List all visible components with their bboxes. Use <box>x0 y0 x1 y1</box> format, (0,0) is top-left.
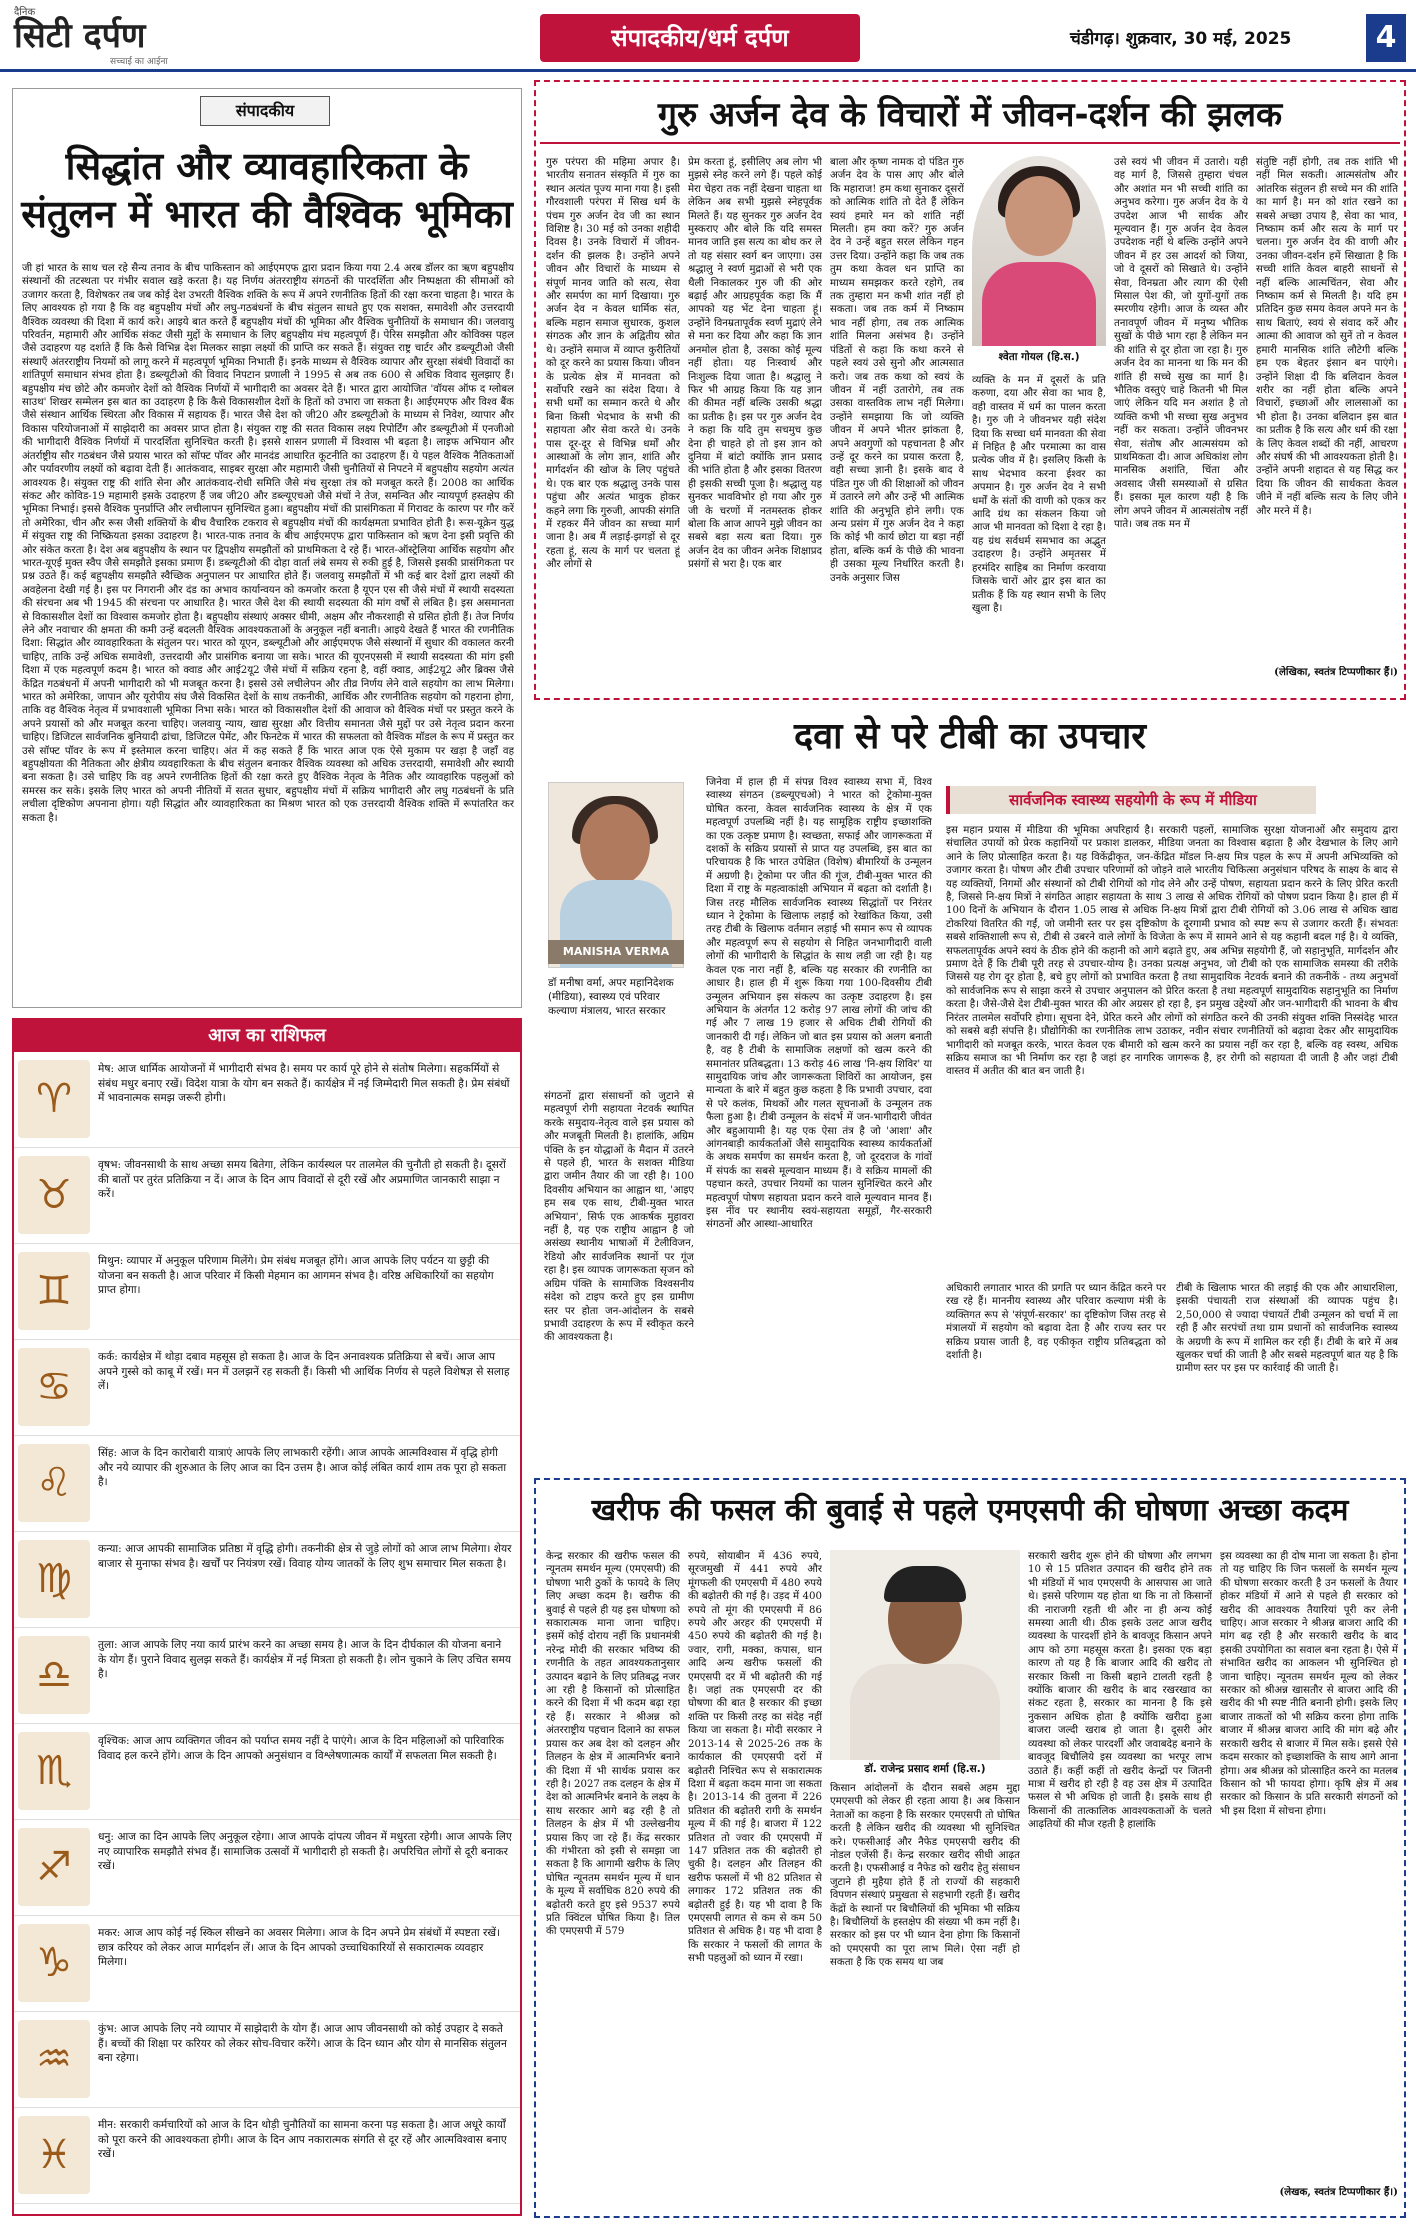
guru-arjan-title: गुरु अर्जन देव के विचारों में जीवन-दर्शन की झलक <box>540 86 1400 144</box>
zodiac-glyph: ♓ <box>36 2132 72 2178</box>
author-photo-face <box>1005 176 1073 256</box>
rashifal-text: वृश्चिक: आज आप व्यक्तिगत जीवन को पर्याप्त समय नहीं दे पाएंगे। आज के दिन महिलाओं को पारिवारिक विवाद हल करने होंगे। आज के दिन आपको अनुसंधान व विश्लेषणात्मक कार्यों में सफलता मिल सकती है। <box>98 1735 504 1762</box>
editorial-label: संपादकीय <box>200 96 330 126</box>
tb-col-1: जिनेवा में हाल ही में संपन्न विश्व स्वास्थ्य सभा में, विश्व स्वास्थ्य संगठन (डब्ल्यूएचओ) ने भारत को ट्रेकोमा-मुक्त घोषित करना, केवल सार्वजनिक स्वास्थ्य के क्षेत्र में एक महत्वपूर्ण उपलब्धि नहीं है। यह सामूहिक राष्ट्रीय इच्छाशक्ति का एक उत्कृष्ट प्रमाण है। स्वच्छता, सफाई और जागरूकता में दशकों के सक्रिय प्रयासों से प्राप्त यह उपलब्धि, इस बात का परिचायक है कि भारत उपेक्षित (विशेष) बीमारियों के उन्मूलन में अग्रणी है। ट्रेकोमा पर जीत की गूंज, टीबी-मुक्त भारत की दिशा में राष्ट्र के महत्वाकांक्षी अभियान में बढ़ता को दर्शाती है। जिस तरह मौलिक सार्वजनिक स्वास्थ्य सिद्धांतों पर निरंतर ध्यान ने ट्रेकोमा के खिलाफ लड़ाई को रेखांकित किया, उसी तरह टीबी के खिलाफ वर्तमान लड़ाई भी समान रूप से व्यापक और महत्वपूर्ण रूप से सहयोग से निहित जनभागीदारी वाली लोगों की भागीदारी के सिद्धांत के साथ लड़ी जा रही है। यह केवल एक नारा नहीं है, बल्कि यह सरकार की रणनीति का आधार है। हाल ही में शुरू किया गया 100-दिवसीय टीबी उन्मूलन अभियान इस संकल्प का उत्कृष्ट उदाहरण है। इस अभियान के अंतर्गत 12 करोड़ 97 लाख लोगों की जांच की गई और 7 लाख 19 हजार से अधिक टीबी रोगियों की जानकारी दी गई। लेकिन जो बात इस प्रयास को अलग बनाती है, वह है टीबी के सामाजिक लक्षणों को खत्म करने की समानांतर प्रतिबद्धता। 13 करोड़ 46 लाख 'नि-क्षय शिविर' या सामुदायिक जांच और जागरूकता शिविरों का आयोजन, इस मान्यता के बारे में बहुत कुछ कहता है कि प्रभावी उपचार, दवा से परे कलंक, मिथकों और गलत सूचनाओं के उन्मूलन तक फैला हुआ है। टीबी उन्मूलन के संदर्भ में जन-भागीदारी जीवंत और बहुआयामी है। यह एक ऐसा तंत्र है जो 'आशा' और आंगनबाड़ी कार्यकर्ताओं जैसे सामुदायिक स्वास्थ्य कार्यकर्ताओं के अथक समर्पण का समर्थन करता है, जो दूरदराज के गांवों में संपर्क का सबसे मूल्यवान माध्यम हैं। वे सक्रिय मामलों की पहचान करते, उपचार नियमों का पालन सुनिश्चित करने और महत्वपूर्ण पोषण सहायता प्रदान करने वाले मूल्यवान मानव हैं। इस नींव पर स्थानीय स्वयं-सहायता समूहों, गैर-सरकारी संगठनों और आस्था-आधारित <box>706 777 932 1231</box>
kharif-col-3: किसान आंदोलनों के दौरान सबसे अहम मुद्दा एमएसपी को लेकर ही रहता आया है। अब किसान नेताओं का कहना है कि सरकार एमएसपी तो घोषित करती है लेकिन खरीद की व्यवस्था भी सुनिश्चित करे। एफसीआई और नैफेड एमएसपी खरीद की नोडल एजेंसी हैं। केन्द्र सरकार खरीद सीधी आढ़त करती है। एफसीआई व नैफेड को खरीद हेतु संसाधन जुटाने ही मुहैया होते हैं तो राज्यों की सहकारी विपणन संस्थाएं प्रमुखता से सहभागी रहती हैं। खरीद केंद्रों के स्थानों पर बिचौलियों की भूमिका भी सक्रिय है। बिचौलियों के हस्तक्षेप की संख्या भी कम नहीं है। सरकार को इस पर भी ध्यान देना होगा कि किसानों को एमएसपी का पूरा लाभ मिले। ऐसा नहीं हो सकता है कि एक समय था जब <box>830 1783 1020 1969</box>
rashifal-text: मकर: आज आप कोई नई स्किल सीखने का अवसर मिलेगा। आज के दिन अपने प्रेम संबंधों में स्पष्टता रखें। छात्र करियर को लेकर आज मार्गदर्शन लें। आज के दिन आपको उच्चाधिकारियों से सकारात्मक व्यवहार मिलेगा। <box>98 1927 501 1968</box>
page-number: 4 <box>1366 14 1406 62</box>
cancer-icon <box>18 1348 90 1426</box>
tb-subheading: सार्वजनिक स्वास्थ्य सहयोगी के रूप में मीडिया <box>946 786 1316 814</box>
zodiac-glyph: ♊ <box>36 1268 72 1314</box>
rashifal-text: वृषभ: जीवनसाथी के साथ अच्छा समय बितेगा, लेकिन कार्यस्थल पर तालमेल की चुनौती हो सकती है। दूसरों की बातों पर तुरंत प्रतिक्रिया न दें। आज के दिन आप विवादों से दूरी रखें और अप्रमाणित जानकारी साझा न करें। <box>98 1159 506 1200</box>
tb-col-3: संगठनों द्वारा संसाधनों को जुटाने से महत्वपूर्ण रोगी सहायता नेटवर्क स्थापित करके समुदाय-नेतृत्व वाले इस प्रयास को और मजबूती मिलती है। हालांकि, अग्रिम पंक्ति के इन योद्धाओं के मैदान में उतरने से पहले ही, भारत के सशक्त मीडिया द्वारा जमीन तैयार की जा रही है। 100 दिवसीय अभियान का आह्वान था, 'आइए हम सब एक साथ, टीबी-मुक्त भारत अभियान', सिर्फ एक आकर्षक मुहावरा नहीं है, यह एक राष्ट्रीय आह्वान है जो असंख्य स्थानीय भाषाओं में टेलीविजन, रेडियो और सार्वजनिक स्थानों पर गूंज रहा है। इस व्यापक जागरूकता सृजन को अग्रिम पंक्ति के सामाजिक विश्वसनीय संदेश को टाइप करते हुए इस ग्रामीण स्तर पर होता जन-आंदोलन के सबसे प्रभावी उदाहरण के रूप में स्वीकृत करने की आवश्यकता है। <box>544 1091 694 1344</box>
rashifal-text: मीन: सरकारी कर्मचारियों को आज के दिन थोड़ी चुनौतियों का सामना करना पड़ सकता है। आज अधूरे कार्यों को पूरा करने की आवश्यकता होगी। आज के दिन आप नकारात्मक संगति से दूर रहें और आत्मविश्वास बनाए रखें। <box>98 2119 507 2160</box>
rashifal-row <box>14 1342 520 1436</box>
newspaper-name: सिटी दर्पण <box>14 16 146 56</box>
tb-col-4: अधिकारी लगातार भारत की प्रगति पर ध्यान केंद्रित करने पर रख रहे हैं। माननीय स्वास्थ्य और परिवार कल्याण मंत्री के व्यक्तिगत रूप से 'संपूर्ण-सरकार' का दृष्टिकोण जिस तरह से मंत्रालयों में सहयोग को बढ़ावा देता है और राज्य स्तर पर सक्रिय प्रयास जाती है, वह एकीकृत राष्ट्रीय प्रतिबद्धता को दर्शाती है। <box>946 1283 1166 1362</box>
rashifal-row <box>14 2014 520 2108</box>
rashifal-row <box>14 1438 520 1532</box>
guru-arjan-col-3: बाला और कृष्ण नामक दो पंडित गुरु अर्जन देव के पास आए और बोले कि महाराज! हम कथा सुनाकर दूसरों को आत्मिक शांति तो देते हैं लेकिन स्वयं हमारे मन को शांति नहीं मिलती। हम क्या करें? गुरु अर्जन देव ने उन्हें बहुत सरल लेकिन गहन उत्तर दिया। उन्होंने कहा कि जब तक तुम कथा केवल धन प्राप्ति का माध्यम समझकर करते रहोगे, तब तक तुम्हारा मन कभी शांत नहीं हो सकता। जब तक कर्म में निष्काम भाव नहीं होगा, तब तक आत्मिक शांति मिलना असंभव है। उन्होंने पंडितों से कहा कि कथा करने से पहले स्वयं उसे सुनो और आत्मसात करो। जब तक कथा को स्वयं के जीवन में नहीं उतारोगे, तब तक उसका वास्तविक लाभ नहीं मिलेगा। उन्होंने समझाया कि जो व्यक्ति जीवन में अपने भीतर झांकता है, अपने अवगुणों को पहचानता है और उन्हें दूर करने का प्रयास करता है, वही सच्चा ज्ञानी है। इसके बाद वे पंडित गुरु जी की शिक्षाओं को जीवन में उतारने लगे और उन्हें भी आत्मिक शांति की अनुभूति होने लगी। एक अन्य प्रसंग में गुरु अर्जन देव ने कहा कि कोई भी कार्य छोटा या बड़ा नहीं होता, बल्कि कर्म के पीछे की भावना ही उसका मूल्य निर्धारित करती है। उनके अनुसार जिस <box>830 157 964 584</box>
kharif-author-caption: डॉ. राजेन्द्र प्रसाद शर्मा (हि.स.) <box>864 1763 986 1775</box>
masthead <box>0 0 1416 72</box>
kharif-col-5-wrap <box>1220 1550 1398 2210</box>
newspaper-logo <box>14 4 214 67</box>
zodiac-glyph: ♋ <box>36 1364 72 1410</box>
leo-icon <box>18 1444 90 1522</box>
rashifal-text: कन्या: आज आपकी सामाजिक प्रतिष्ठा में वृद्धि होगी। तकनीकी क्षेत्र से जुड़े लोगों को आज लाभ मिलेगा। शेयर बाजार से मुनाफा संभव है। खर्चों पर नियंत्रण रखें। विवाह योग्य जातकों के लिए शुभ समाचार मिल सकता है। <box>98 1543 512 1570</box>
rashifal-row <box>14 1054 520 1148</box>
section-banner: संपादकीय/धर्म दर्पण <box>540 14 860 62</box>
rashifal-row <box>14 1630 520 1724</box>
logo-small-text: दैनिक <box>14 7 36 18</box>
zodiac-glyph: ♉ <box>36 1172 72 1218</box>
kharif-col-1: केन्द्र सरकार की खरीफ फसल की न्यूनतम समर्थन मूल्य (एमएसपी) की घोषणा भारी ठुकों के फायदे के लिए लिए अच्छा कदम है। खरीफ की बुवाई से पहले ही यह इस घोषणा को सकारात्मक माना जाना चाहिए। इसमें कोई दोराय नहीं कि प्रधानमंत्री नरेन्द्र मोदी की सरकार भविष्य की रणनीति के तहत आवश्यकतानुसार उत्पादन बढ़ाने के लिए प्रतिबद्ध नजर आ रही है किसानों को प्रोत्साहित करने की दिशा में भी कदम बढ़ा रहा रहे हैं। सरकार ने श्रीअन्न को अंतरराष्ट्रीय पहचान दिलाने का सफल प्रयास कर अब देश को दलहन और तिलहन के क्षेत्र में आत्मनिर्भर बनाने की दिशा में भी सार्थक प्रयास कर रही है। 2027 तक दलहन के क्षेत्र में देश को आत्मनिर्भर बनाने के लक्ष्य के साथ सरकार आगे बढ़ रही है तो तिलहन के क्षेत्र में भी उल्लेखनीय प्रयास किए जा रहे हैं। केंद्र सरकार की गंभीरता को इसी से समझा जा सकता है कि आगामी खरीफ के लिए घोषित न्यूनतम समर्थन मूल्य में धान के मूल्य में सर्वाधिक 820 रुपये की बढ़ोतरी करते हुए इसे 9537 रुपये प्रति क्विंटल घोषित किया है। तिल की एमएसपी में 579 <box>546 1551 680 1938</box>
kharif-author-photo-body <box>850 1664 1000 1760</box>
libra-icon <box>18 1636 90 1714</box>
guru-arjan-col-1: गुरु परंपरा की महिमा अपार है। भारतीय सनातन संस्कृति में गुरु का स्थान अत्यंत पूज्य माना गया है। इसी गौरवशाली परंपरा में सिख धर्म के पंचम गुरु अर्जन देव जी का स्थान विशिष्ट है। 30 मई को उनका शहीदी दिवस है। उनके विचारों में जीवन-दर्शन की झलक है। उन्होंने अपने जीवन और विचारों के माध्यम से संपूर्ण मानव जाति को सत्य, सेवा और समर्पण का मार्ग दिखाया। गुरु अर्जन देव न केवल धार्मिक संत, बल्कि महान समाज सुधारक, कुशल संगठक और ज्ञान के अद्वितीय स्रोत थे। उन्होंने समाज में व्याप्त कुरीतियों को दूर करने का प्रयास किया। जीवन के प्रत्येक क्षेत्र में मानवता को सर्वोपरि रखने का संदेश दिया। वे सभी धर्मों का सम्मान करते थे और बिना किसी भेदभाव के सभी की सहायता और सेवा करते थे। उनके पास दूर-दूर से विभिन्न धर्मों और आस्थाओं के लोग ज्ञान, शांति और मार्गदर्शन की खोज के लिए पहुंचते थे। एक बार एक श्रद्धालु उनके पास पहुंचा और अत्यंत भावुक होकर कहने लगा कि गुरुजी, आपकी संगति में रहकर मैंने जीवन का सच्चा मार्ग जाना है। अब मैं लड़ाई-झगड़ों से दूर रहता हूं, सत्य के मार्ग पर चलता हूं और लोगों से <box>546 157 680 571</box>
guru-arjan-col-4: व्यक्ति के मन में दूसरों के प्रति करुणा, दया और सेवा का भाव है, वही वास्तव में धर्म का पालन करता है। गुरु जी ने जीवनभर यही संदेश दिया कि सच्चा धर्म मानवता की सेवा में निहित है और परमात्मा का वास प्रत्येक जीव में है। इसलिए किसी के साथ भेदभाव करना ईश्वर का अपमान है। गुरु अर्जन देव ने सभी धर्मों के संतों की वाणी को एकत्र कर आदि ग्रंथ का संकलन किया जो आज भी मानवता को दिशा दे रहा है। यह ग्रंथ सर्वधर्म समभाव का अद्भुत उदाहरण है। उन्होंने अमृतसर में हरमंदिर साहिब का निर्माण करवाया जिसके चारों ओर द्वार इस बात का प्रतीक हैं कि यह स्थान सभी के लिए खुला है। <box>972 375 1106 614</box>
rashifal-text: कर्क: कार्यक्षेत्र में थोड़ा दबाव महसूस हो सकता है। आज के दिन अनावश्यक प्रतिक्रिया से बचें। आज आप अपने गुस्से को काबू में रखें। मन में उलझनें रह सकती हैं। किसी भी आर्थिक निर्णय से पहले विशेषज्ञ से सलाह लें। <box>98 1351 510 1392</box>
guru-arjan-col-2: प्रेम करता हूं, इसीलिए अब लोग भी मुझसे स्नेह करने लगे हैं। पहले कोई मेरा चेहरा तक नहीं देखना चाहता था लेकिन अब सभी मुझसे स्नेहपूर्वक मिलते हैं। यह सुनकर गुरु अर्जन देव मुस्कराए और बोले कि यदि समस्त मानव जाति इस सत्य का बोध कर ले तो यह संसार स्वर्ग बन जाएगा। उस श्रद्धालु ने स्वर्ण मुद्राओं से भरी एक थैली निकालकर गुरु जी की ओर बढ़ाई और आग्रहपूर्वक कहा कि मैं आपको यह भेंट देना चाहता हूं। उन्होंने विनम्रतापूर्वक स्वर्ण मुद्राएं लेने से मना कर दिया और कहा कि ज्ञान अनमोल होता है, उसका कोई मूल्य नहीं होता। यह निःस्वार्थ और निःशुल्क दिया जाता है। श्रद्धालु ने फिर भी आग्रह किया कि यह ज्ञान की कीमत नहीं बल्कि उसकी श्रद्धा का प्रतीक है। इस पर गुरु अर्जन देव ने कहा कि यदि तुम सचमुच कुछ देना ही चाहते हो तो इस ज्ञान को दुनिया में बांटो क्योंकि ज्ञान प्रसाद की भांति होता है और इसका वितरण ही इसकी सच्ची पूजा है। श्रद्धालु यह सुनकर भावविभोर हो गया और गुरु जी के चरणों में नतमस्तक होकर बोला कि आज आपने मुझे जीवन का सबसे बड़ा सत्य बता दिया। गुरु अर्जन देव का जीवन अनेक शिक्षाप्रद प्रसंगों से भरा है। एक बार <box>688 157 822 571</box>
newspaper-tagline: सच्चाई का आईना <box>110 57 168 67</box>
pisces-icon <box>18 2116 90 2194</box>
guru-arjan-col-5: उसे स्वयं भी जीवन में उतारो। यही वह मार्ग है, जिससे तुम्हारा चंचल और अशांत मन भी सच्ची शांति का अनुभव करेगा। गुरु अर्जन देव के ये उपदेश आज भी सार्थक और मूल्यवान हैं। गुरु अर्जन देव केवल उपदेशक नहीं थे बल्कि उन्होंने अपने जीवन में हर उस आदर्श को जिया, जो वे दूसरों को सिखाते थे। उन्होंने सेवा, विनम्रता और त्याग की ऐसी मिसाल पेश की, जो युगों-युगों तक स्मरणीय रहेगी। आज के व्यस्त और तनावपूर्ण जीवन में मनुष्य भौतिक सुखों के पीछे भाग रहा है लेकिन मन की शांति से दूर होता जा रहा है। गुरु अर्जन देव का मानना था कि मन की शांति ही सच्चे सुख का मार्ग है। भौतिक वस्तुएं चाहे कितनी भी मिल जाएं लेकिन यदि मन अशांत है तो व्यक्ति कभी भी सच्चा सुख अनुभव नहीं कर सकता। उन्होंने जीवनभर सेवा, संतोष और आत्मसंयम को प्राथमिकता दी। आज अधिकांश लोग मानसिक अशांति, चिंता और अवसाद जैसी समस्याओं से ग्रसित हैं। इसका मूल कारण यही है कि लोग अपने जीवन में आत्मसंतोष नहीं पाते। जब तक मन में <box>1114 157 1248 530</box>
sagittarius-icon <box>18 1828 90 1906</box>
tb-col-2: इस महान प्रयास में मीडिया की भूमिका अपरिहार्य है। सरकारी पहलों, सामाजिक सुरक्षा योजनाओं और समुदाय द्वारा संचालित उपायों को प्रेरक कहानियों पर प्रकाश डालकर, मीडिया जनता का विश्वास बढ़ाता है और देखभाल के लिए आगे आने के लिए प्रोत्साहित करता है। यह विकेंद्रीकृत, जन-केंद्रित मॉडल नि-क्षय मित्र पहल के रूप में अपनी अभिव्यक्ति को उजागर करता है। पोषण और टीबी उपचार परिणामों को जोड़ने वाले भारतीय चिकित्सा अनुसंधान परिषद के साक्ष्य के बाद से यह व्यक्तियों, निगमों और संस्थानों को टीबी रोगियों को गोद लेने और उन्हें पोषण, सहायता प्रदान करने के लिए प्रेरित करती है, जिससे नि-क्षय मित्रों ने संगठित आहार सहायता के साथ 3 लाख से अधिक रोगियों को पोषण प्रदान किया है। हाल ही में 100 दिनों के अभियान के दौरान 1.05 लाख से अधिक नि-क्षय मित्रों द्वारा टीबी रोगियों को 3.06 लाख से अधिक खाद्य टोकरियां वितरित की गईं, जो जमीनी स्तर पर इस दृष्टिकोण के दूरगामी प्रभाव को स्पष्ट रूप से उजागर करती हैं। संभवतः सबसे शक्तिशाली रूप से, टीबी से उबरने वाले लोगों के विजेता के रूप में सामने आने से यह कहानी बदल गई है। ये व्यक्ति, सफलतापूर्वक अपने स्वयं के ठीक होने की कहानी को आगे बढ़ाते हुए, अब अभिन्न सहयोगी हैं, जो सहानुभूति, मार्गदर्शन और प्रमाण देते हैं कि टीबी पूरी तरह से उपचार-योग्य है। उनका प्रत्यक्ष अनुभव, जो टीबी को एक सामाजिक समस्या की तरीके जिससे यह रोग दूर होता है, बचे हुए लोगों को प्रभावित करता है तथा सामुदायिक नेटवर्क बनाने की तकनीकें - तथ्य अनुभवों को सार्वजनिक रूप से साझा करने से उपचार अनुपालन को प्रेरित करता है तथा महत्वपूर्ण सामुदायिक सहानुभूति का निर्माण करता है। जैसे-जैसे देश टीबी-मुक्त भारत की ओर अग्रसर हो रहा है, इन प्रमुख उद्देश्यों और जन-भागीदारी की भावना के बीच निरंतर तालमेल सर्वोपरि होगा। सूचना देने, प्रेरित करने और लोगों को संगठित करने की उनकी संयुक्त शक्ति निस्संदेह भारत को सबसे बड़ी संपत्ति है। प्रौद्योगिकी का रणनीतिक लाभ उठाकर, नवीन संचार रणनीतियों को बढ़ावा देकर और सामुदायिक भागीदारी को मजबूत करके, भारत केवल एक बीमारी को खत्म करने का प्रयास नहीं कर रहा है, बल्कि वह स्वस्थ, अधिक सक्रिय समाज का भी निर्माण कर रहा है जहां हर नागरिक जागरूक है, हर रोगी को सहायता दी जाती है और जहां टीबी वास्तव में अतीत की बात बन जाती है। <box>946 825 1398 1078</box>
rashifal-text: कुंभ: आज आपके लिए नये व्यापार में साझेदारी के योग हैं। आज आप जीवनसाथी को कोई उपहार दे सकते हैं। बच्चों की शिक्षा पर करियर को लेकर सोच-विचार करेंगे। आज के दिन ध्यान और योग से मानसिक संतुलन बना रहेगा। <box>98 2023 507 2064</box>
kharif-byline: (लेखक, स्वतंत्र टिप्पणीकार हैं।) <box>1279 2186 1398 2198</box>
rashifal-row <box>14 1918 520 2012</box>
kharif-title: खरीफ की फसल की बुवाई से पहले एमएसपी की घोषणा अच्छा कदम <box>591 1493 1349 1528</box>
zodiac-glyph: ♐ <box>36 1844 72 1890</box>
capricorn-icon <box>18 1924 90 2002</box>
guru-arjan-byline: (लेखिका, स्वतंत्र टिप्पणीकार हैं।) <box>1274 666 1398 678</box>
rashifal-text: तुला: आज आपके लिए नया कार्य प्रारंभ करने का अच्छा समय है। आज के दिन दीर्घकाल की योजना बनाने के योग हैं। पुराने विवाद सुलझ सकते हैं। कार्यक्षेत्र में नई मित्रता हो सकती है। लोन चुकाने के लिए उचित समय है। <box>98 1639 512 1680</box>
rashifal-row <box>14 1726 520 1820</box>
scorpio-icon <box>18 1732 90 1810</box>
rashifal-text: मेष: आज धार्मिक आयोजनों में भागीदारी संभव है। समय पर कार्य पूरे होने से संतोष मिलेगा। सहकर्मियों से संबंध मधुर बनाए रखें। विदेश यात्रा के योग बन सकते हैं। कार्यक्षेत्र में नई जिम्मेदारी मिल सकती है। प्रेम संबंधों में भावनात्मक समझ जरूरी होगी। <box>98 1063 510 1104</box>
rashifal-row <box>14 2110 520 2204</box>
rashifal-row <box>14 1534 520 1628</box>
editorial-title: सिद्धांत और व्यावहारिकता के संतुलन में भारत की वैश्विक भूमिका <box>21 144 513 236</box>
tb-col-5: टीबी के खिलाफ भारत की लड़ाई की एक और आधारशिला, इसकी पंचायती राज संस्थाओं की व्यापक पहुंच है। 2,50,000 से ज्यादा पंचायतें टीबी उन्मूलन को चर्चा में ला रही हैं और सरपंचों तथा ग्राम प्रधानों को सार्वजनिक स्वास्थ्य के अग्रणी के रूप में शामिल कर रही हैं। टीबी के बारे में अब खुलकर चर्चा की जाती है और सबसे महत्वपूर्ण बात यह है कि ग्रामीण स्तर पर इस पर कार्रवाई की जाती है। <box>1176 1283 1398 1375</box>
tb-article-title: दवा से परे टीबी का उपचार <box>793 716 1147 757</box>
guru-arjan-col-6-wrap <box>1256 156 1398 692</box>
zodiac-glyph: ♍ <box>36 1556 72 1602</box>
rashifal-text: धनु: आज का दिन आपके लिए अनुकूल रहेगा। आज आपके दांपत्य जीवन में मधुरता रहेगी। आज आपके लिए नए व्यापारिक समझौते संभव हैं। सामाजिक उत्सवों में भागीदारी हो सकती है। अपरिचित लोगों से दूरी बनाकर रखें। <box>98 1831 512 1872</box>
rashifal-heading: आज का राशिफल <box>14 1020 520 1052</box>
kharif-col-4: सरकारी खरीद शुरू होने की घोषणा और लगभग 10 से 15 प्रतिशत उत्पादन की खरीद होने तक भी मंडियों में भाव एमएसपी के आसपास आ जाते थे। इससे परिणाम यह होता था कि ना तो किसानों की नाराजगी रहती थी और ना ही अन्य कोई समस्या आती थी। ठीक इसके उलट आज खरीद व्यवस्था के पारदर्शी होने के बावजूद किसान अपने आप को ठगा महसूस करता है। इसका एक बड़ा कारण तो यह है कि बाजार आदि की खरीद तो सरकार किसी ना किसी बहाने टालती रहती है क्योंकि बाजार की खरीद के बाद रखरखाव का संकट रहता है, सरकार का मानना है कि इसे नुकसान अधिक होता है क्योंकि खरीदा हुआ बाजरा जल्दी खराब हो जाता है। दूसरी ओर व्यवस्था को लेकर पारदर्शी और जवाबदेह बनाने के बावजूद बिचौलिये इस व्यवस्था का भरपूर लाभ उठाते हैं। कहीं कहीं तो खरीद केन्द्रों पर जितनी मात्रा में खरीद हो रही है वह उस क्षेत्र में उत्पादित फसल से भी अधिक हो जाती है। इसके साथ ही किसानों की तात्कालिक आवश्यकताओं के चलते आढ़तियों की मौज रहती है हालांकि <box>1028 1551 1212 1831</box>
zodiac-glyph: ♑ <box>36 1940 72 1986</box>
author-photo-body <box>982 262 1096 346</box>
zodiac-glyph: ♏ <box>36 1748 72 1794</box>
rashifal-row <box>14 1246 520 1340</box>
aries-icon <box>18 1060 90 1138</box>
zodiac-glyph: ♈ <box>36 1076 72 1122</box>
editorial-body: जी हां भारत के साथ चल रहे सैन्य तनाव के बीच पाकिस्तान को आईएमएफ द्वारा प्रदान किया गया 2.4 अरब डॉलर का ऋण बहुपक्षीय संस्थानों की तटस्थता पर गंभीर सवाल खड़े करता है। यह निर्णय अंतरराष्ट्रीय संगठनों की पारदर्शिता और निष्पक्षता की सीमाओं को उजागर करता है, विशेषकर तब जब कोई देश उभरती वैश्विक शक्ति के रूप में अपने रणनीतिक हितों की रक्षा करना चाहता है। भारत के लिए आवश्यक हो गया है कि वह बहुपक्षीय मंचों और लघु-गठबंधनों के बीच संतुलन साधते हुए एक सशक्त, समावेशी और उत्तरदायी वैश्विक व्यवस्था की दिशा में कार्य करे। आइये बात करते हैं बहुपक्षीय मंचों की भूमिका और वैश्विक चुनौतियों के समाधान की। जलवायु परिवर्तन, महामारी और आर्थिक संकट जैसी मुद्दों के समाधान के लिए बहुपक्षीय मंच महत्वपूर्ण हैं। पेरिस समझौता और कोविक्स पहल जैसे उदाहरण यह दर्शाते हैं कि कैसे विभिन्न देश मिलकर साझा लक्ष्यों की प्राप्ति कर सकते हैं। संयुक्त राष्ट्र चार्टर और डब्ल्यूटीओ जैसी संस्थाएँ अंतरराष्ट्रीय नियमों को लागू करने में महत्वपूर्ण भूमिका निभाती हैं। इनके माध्यम से वैश्विक व्यापार और सुरक्षा संबंधी विवादों का शांतिपूर्ण समाधान संभव होता है। डब्ल्यूटीओ की विवाद निपटान प्रणाली ने 1995 से अब तक 600 से अधिक विवाद सुलझाए हैं। बहुपक्षीय मंच छोटे और कमजोर देशों को वैश्विक निर्णयों में भागीदारी का अवसर देते हैं। भारत द्वारा आयोजित 'वॉयस ऑफ द ग्लोबल साउथ' शिखर सम्मेलन इस बात का उदाहरण है कि कैसे विकासशील देशों के हितों को उभारा जा सकता है। आईएमएफ और विश्व बैंक जैसे संस्थान आर्थिक स्थिरता और विकास में सहायक हैं। भारत जैसे देश को जी20 और डब्ल्यूटीओ के माध्यम से निवेश, व्यापार और विकास परियोजनाओं में साझेदारी का अवसर प्राप्त होता है। संयुक्त राष्ट्र की सतत विकास लक्ष्य रिपोर्टिंग और डब्ल्यूटीओ में एनजीओ की भागीदारी वैश्विक निर्णयों में पारदर्शिता सुनिश्चित करती है। इससे शासन प्रणाली में विश्वास भी बढ़ता है। लाइफ अभियान और अंतर्राष्ट्रीय सौर गठबंधन जैसे प्रयास भारत को सॉफ्ट पॉवर और मानदंड आधारित कूटनीति का उदाहरण हैं। ये पहल वैश्विक नैतिकताओं और पर्यावरणीय लक्ष्यों को बढ़ावा देती हैं। आतंकवाद, साइबर सुरक्षा और महामारी जैसी चुनौतियों से निपटने में बहुपक्षीय सहयोग अत्यंत आवश्यक है। संयुक्त राष्ट्र की शांति सेना और आतंकवाद-रोधी समिति जैसे मंच सुरक्षा तंत्र को मजबूत करते हैं। 2008 का आर्थिक संकट और कोविड-19 महामारी इसके उदाहरण हैं जब जी20 और डब्ल्यूएचओ जैसे मंचों ने तेज, समन्वित और न्यायपूर्ण हस्तक्षेप की भूमिका निभाई। इससे वैश्विक पुनर्प्राप्ति और लचीलापन सुनिश्चित हुआ। बहुपक्षीय मंचों की प्रासंगिकता में गिरावट के कारण पर गौर करें तो अमेरिका, चीन और रूस जैसी शक्तियों के बीच वैचारिक टकराव से बहुपक्षीय मंचों की कार्यक्षमता प्रभावित होती है। रूस-यूक्रेन युद्ध में संयुक्त राष्ट्र की निष्क्रियता इसका उदाहरण है। भारत-पाक तनाव के बीच आईएमएफ द्वारा पाकिस्तान को ऋण देना इसी प्रवृत्ति की ओर संकेत करता है। देश अब बहुपक्षीय के स्थान पर द्विपक्षीय समझौतों को प्राथमिकता दे रहे हैं। भारत-ऑस्ट्रेलिया आर्थिक सहयोग और भारत-यूएई मुक्त स्वैप जैसे समझौते इसका प्रमाण हैं। डब्ल्यूटीओ की दोहा वार्ता लंबे समय से रुकी हुई है, जिससे इसकी प्रासंगिकता पर प्रश्न उठते हैं। कई बहुपक्षीय समझौते स्वैच्छिक अनुपालन पर आधारित होते हैं। जलवायु समझौतों में भी कई बार देशों द्वारा लक्ष्यों की अवहेलना देखी गई है। इस पर निगरानी और दंड का अभाव कार्यान्वयन को कमजोर करता है यूएन एस सी जैसे मंचों में स्थायी सदस्यता की संरचना अब भी 1945 की संरचना पर आधारित है। भारत जैसे देश की स्थायी सदस्यता की मांग वर्षों से लंबित है। इस असमानता से विकासशील देशों का विश्वास कमजोर होता है। बहुपक्षीय संस्थाएं अक्सर धीमी, अक्षम और नौकरशाही से ग्रसित होती हैं। तेज निर्णय लेने और नवाचार की क्षमता की कमी उन्हें बदलती वैश्विक आवश्यकताओं के अनुकूल नहीं बनाती। आइये देखते हैं भारत की रणनीतिक दिशा: सिद्धांत और व्यावहारिकता के संतुलन पर। भारत को यूएन, डब्ल्यूटीओ और आईएमएफ जैसे संस्थानों में सुधार की वकालत करनी चाहिए, ताकि उन्हें अधिक समावेशी, उत्तरदायी और प्रासंगिक बनाया जा सके। भारत की यूएनएससी में स्थायी सदस्यता की मांग इसी दिशा में एक महत्वपूर्ण कदम है। भारत को क्वाड और आई2यू2 जैसे मंचों में सक्रिय रहना है, वहीं क्वाड, आई2यू2 और ब्रिक्स जैसे केंद्रित गठबंधनों में अपनी भागीदारी को भी मजबूत करना है। इससे उसे लचीलेपन और तीव्र निर्णय लेने वाले सहयोग का लाभ मिलेगा। भारत को अमेरिका, जापान और यूरोपीय संघ जैसे विकसित देशों के साथ तकनीकी, आर्थिक और रणनीतिक सहयोग को गहराना होगा, ताकि वह वैश्विक नेतृत्व में प्रभावशाली भूमिका निभा सके। भारत को विकासशील देशों की आवाज को वैश्विक मंचों पर प्रस्तुत करने के अपने प्रयासों को और मजबूत करना चाहिए। जलवायु न्याय, खाद्य सुरक्षा और वित्तीय समानता जैसे मुद्दों पर उसे नेतृत्व प्रदान करना चाहिए। डिजिटल सार्वजनिक बुनियादी ढांचा, डिजिटल पेमेंट, और फिनटेक में भारत की सफलता को वैश्विक मॉडल के रूप में प्रस्तुत कर उसे सॉफ्ट पॉवर के रूप में इस्तेमाल करना चाहिए। अंत में कह सकते हैं कि भारत आज एक ऐसे मुकाम पर खड़ा है जहाँ वह बहुपक्षीयता की नैतिकता और क्षेत्रीय व्यवहारिकता के बीच संतुलन बनाकर वैश्विक व्यवस्था को अधिक उत्तरदायी, समावेशी और स्थायी बना सकता है। उसे चाहिए कि वह अपने रणनीतिक हितों की रक्षा करते हुए वैश्विक नेतृत्व के नैतिक और व्यावहारिक पहलुओं को समरस कर सके। इसके लिए भारत को अपनी नीतियों में सतत सुधार, बहुपक्षीय मंचों में सक्रिय भागीदारी और लघु गठबंधनों के प्रति लचीला दृष्टिकोण अपनाना होगा। यही सिद्धांत और व्यावहारिकता का मिश्रण भारत को एक उत्तरदायी वैश्विक शक्ति में रूपांतरित कर सकता है। <box>22 263 514 824</box>
kharif-col-5: इस व्यवस्था का ही दोष माना जा सकता है। होना तो यह चाहिए कि जिन फसलों के समर्थन मूल्य की घोषणा सरकार करती है उन फसलों के तैयार होकर मंडियों में आने से पहले ही सरकार को खरीद की आवश्यक तैयारियां पूरी कर लेनी चाहिए। आज सरकार ने श्रीअन्न बाजरा आदि की मांग बढ़ रही है और सरकारी खरीद के बाद इसकी उपयोगिता का सवाल बना रहता है। ऐसे में संभावित खरीद का आकलन भी सुनिश्चित हो जाना चाहिए। न्यूनतम समर्थन मूल्य को लेकर सरकार को श्रीअन्न खासतौर से बाजरा आदि की खरीद की भी स्पष्ट नीति बनानी होगी। इसके लिए बाजार ताकतों को भी सक्रिय करना होगा ताकि बाजार में श्रीअन्न बाजरा आदि की मांग बढ़े और सरकारी खरीद से बाजार में मिल सके। इससे ऐसे कदम सरकार को इच्छाशक्ति के साथ आगे आना होगा। अब श्रीअन्न को प्रोत्साहित करने का मतलब किसान को भी फायदा होगा। कृषि क्षेत्र में अब सरकार को किसान के प्रति सरकारी संगठनों को भी इस दिशा में सोचना होगा। <box>1220 1551 1398 1817</box>
rashifal-text: मिथुन: व्यापार में अनुकूल परिणाम मिलेंगे। प्रेम संबंध मजबूत होंगे। आज आपके लिए पर्यटन या छुट्टी की योजना बन सकती है। आज परिवार में किसी मेहमान का आगमन संभव है। वरिष्ठ अधिकारियों का सहयोग प्राप्त होगा। <box>98 1255 494 1296</box>
virgo-icon <box>18 1540 90 1618</box>
tb-author-caption: डॉ मनीषा वर्मा, अपर महानिदेशक (मीडिया), स्वास्थ्य एवं परिवार कल्याण मंत्रालय, भारत सरकार <box>548 977 674 1017</box>
kharif-col-2: रुपये, सोयाबीन में 436 रुपये, सूरजमुखी में 441 रुपये और मूंगफली की एमएसपी में 480 रुपये की बढ़ोतरी की गई है। उड़द में 400 रुपये तो मूंग की एमएसपी में 86 रुपये और अरहर की एमएसपी में 450 रुपये की बढ़ोतरी की गई है। ज्वार, रागी, मक्का, कपास, धान आदि अन्य खरीफ फसलों की एमएसपी दर में भी बढ़ोतरी की गई है। जहां तक एमएसपी दर की घोषणा की बात है सरकार की इच्छा शक्ति पर किसी तरह का संदेह नहीं किया जा सकता है। मोदी सरकार ने 2013-14 से 2025-26 तक के कार्यकाल की एमएसपी दरों में बढ़ोतरी निश्चित रूप से सकारात्मक दिशा में बढ़ता कदम माना जा सकता है। 2013-14 की तुलना में 226 प्रतिशत की बढ़ोतरी रागी के समर्थन मूल्य में की गई है। बाजरा में 122 प्रतिशत तो ज्वार की एमएसपी में 147 प्रतिशत तक की बढ़ोतरी हो चुकी है। दलहन और तिलहन की खरीफ फसलों में भी 82 प्रतिशत से लगाकर 172 प्रतिशत तक की बढ़ोतरी हुई है। यह भी दावा है कि एमएसपी लागत से कम से कम 50 प्रतिशत से अधिक है। यह भी दावा है कि सरकार ने फसलों की लागत के सभी पहलुओं को ध्यान में रखा। <box>688 1551 822 1965</box>
rashifal-text: सिंह: आज के दिन कारोबारी यात्राएं आपके लिए लाभकारी रहेंगी। आज आपके आत्मविश्वास में वृद्धि होगी और नये व्यापार की शुरुआत के लिए आज का दिन उत्तम है। आज कोई लंबित कार्य शाम तक पूरा हो सकता है। <box>98 1447 507 1488</box>
zodiac-glyph: ♎ <box>36 1652 72 1698</box>
rashifal-row <box>14 1150 520 1244</box>
dateline: चंडीगढ़। शुक्रवार, 30 मई, 2025 <box>1070 29 1292 49</box>
gemini-icon <box>18 1252 90 1330</box>
tb-author-photo-face <box>580 804 650 886</box>
guru-arjan-col-6: संतुष्टि नहीं होगी, तब तक शांति भी नहीं मिल सकती। आत्मसंतोष और आंतरिक संतुलन ही सच्चे मन की शांति का मार्ग है। मन को शांत रखने का सबसे अच्छा उपाय है, सेवा का भाव, निष्काम कर्म और सत्य के मार्ग पर चलना। गुरु अर्जन देव की वाणी और उनका जीवन-दर्शन हमें सिखाता है कि सच्ची शांति केवल बाहरी साधनों से नहीं बल्कि आत्मचिंतन, सेवा और निष्काम कर्म से मिलती है। यदि हम प्रतिदिन कुछ समय केवल अपने मन के साथ बिताएं, स्वयं से संवाद करें और आत्मा की आवाज को सुनें तो न केवल हमारी मानसिक शांति लौटेगी बल्कि हम एक बेहतर इंसान बन पाएंगे। उन्होंने शिक्षा दी कि बलिदान केवल शरीर का नहीं होता बल्कि अपने विचारों, इच्छाओं और लालसाओं का भी होता है। उनका बलिदान इस बात का प्रतीक है कि सत्य और धर्म की रक्षा के लिए केवल शब्दों की नहीं, आचरण और संघर्ष की भी आवश्यकता होती है। उन्होंने अपनी शहादत से यह सिद्ध कर दिया कि जीवन की सार्थकता केवल जीने में नहीं बल्कि सत्य के लिए जीने और मरने में है। <box>1256 157 1398 517</box>
aquarius-icon <box>18 2020 90 2098</box>
author-photo-caption: श्वेता गोयल (हि.स.) <box>998 351 1080 363</box>
zodiac-glyph: ♌ <box>36 1460 72 1506</box>
tb-author-name-plate: MANISHA VERMA <box>548 940 684 964</box>
zodiac-glyph: ♒ <box>36 2036 72 2082</box>
rashifal-row <box>14 1822 520 1916</box>
taurus-icon <box>18 1156 90 1234</box>
